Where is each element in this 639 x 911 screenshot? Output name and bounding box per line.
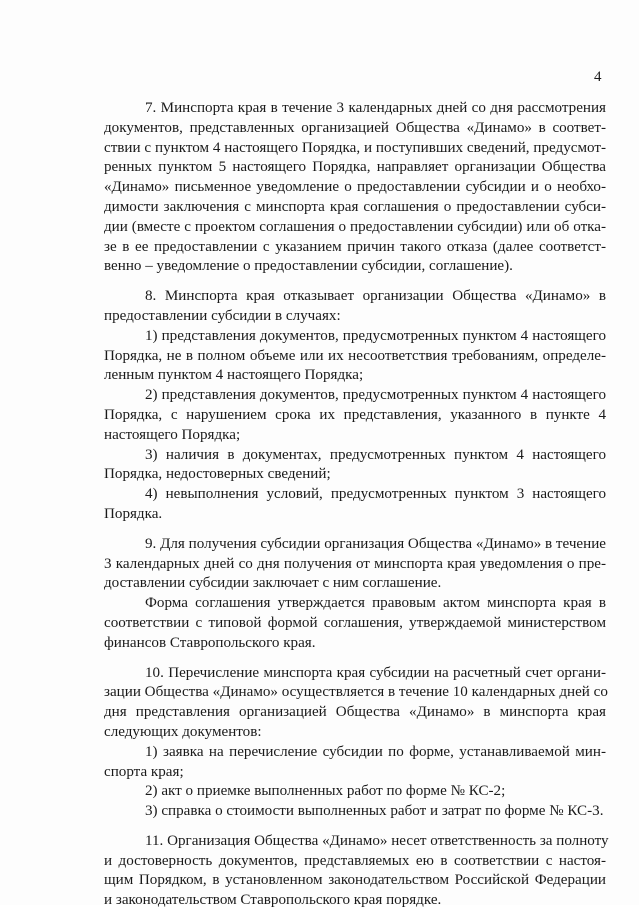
- paragraph-p7: [104, 99, 606, 277]
- text-line: щим Порядком, в установленном законодательством Российской Федерации: [104, 872, 606, 889]
- text-line: 1) заявка на перечисление субсидии по форме, устанавливаемой мин-: [145, 743, 606, 760]
- text-line: Форма соглашения утверждается правовым актом минспорта края в: [145, 595, 606, 612]
- page-number: 4: [594, 69, 602, 85]
- text-line: 11. Организация Общества «Динамо» несет ответственность за полноту: [145, 832, 609, 849]
- paragraph-p8: [104, 287, 606, 525]
- paragraph-p11: [104, 832, 609, 911]
- paragraph-gap: [104, 525, 606, 535]
- text-line: 2) представления документов, предусмотренных пунктом 4 настоящего: [145, 387, 606, 404]
- paragraph-gap: [104, 277, 606, 287]
- text-line: соответствии с типовой формой соглашения, утверждаемой министерством: [104, 614, 606, 631]
- text-line: документов, представленных организацией Общества «Динамо» в соответ-: [104, 119, 606, 136]
- text-line: зе в ее предоставлении с указанием причин такого отказа (далее соответст-: [104, 238, 606, 255]
- text-line: следующих документов:: [104, 723, 262, 740]
- text-line: 7. Минспорта края в течение 3 календарных дней со дня рассмотрения: [145, 100, 606, 116]
- text-line: 3) справка о стоимости выполненных работ и затрат по форме № КС-3.: [145, 803, 604, 820]
- text-line: ренных пунктом 5 настоящего Порядка, направляет организации Общества: [104, 159, 606, 176]
- text-line: 8. Минспорта края отказывает организации Общества «Динамо» в: [145, 288, 606, 305]
- text-line: спорта края;: [104, 763, 184, 780]
- text-line: доставлении субсидии заключает с ним соглашение.: [104, 575, 442, 592]
- text-line: ленным пунктом 4 настоящего Порядка;: [104, 367, 364, 384]
- text-line: 3) наличия в документах, предусмотренных пунктом 4 настоящего: [145, 446, 606, 463]
- text-line: ствии с пунктом 4 настоящего Порядка, и поступивших сведений, предусмот-: [104, 139, 606, 156]
- text-line: финансов Ставропольского края.: [104, 634, 316, 651]
- paragraph-gap: [104, 654, 606, 664]
- paragraph-p9: [104, 535, 606, 654]
- paragraph-p10: [104, 664, 606, 822]
- text-line: Порядка, недостоверных сведений;: [104, 466, 331, 483]
- text-line: и достоверность документов, представляемых ею в соответствии с настоя-: [104, 852, 606, 869]
- text-line: венно – уведомление о предоставлении субсидии, соглашение).: [104, 258, 513, 275]
- text-line: и законодательством Ставропольского края порядке.: [104, 892, 442, 909]
- text-line: 3 календарных дней со дня получения от минспорта края уведомления о пре-: [104, 555, 606, 572]
- text-line: Порядка, не в полном объеме или их несоответствия требованиям, определе-: [104, 347, 606, 364]
- text-line: 10. Перечисление минспорта края субсидии на расчетный счет органи-: [145, 664, 606, 681]
- text-line: «Динамо» письменное уведомление о предоставлении субсидии и о необхо-: [104, 179, 606, 196]
- text-line: 2) акт о приемке выполненных работ по форме № КС-2;: [145, 783, 506, 800]
- text-line: настоящего Порядка;: [104, 426, 241, 443]
- text-line: 1) представления документов, предусмотренных пунктом 4 настоящего: [145, 327, 606, 344]
- text-line: дня представления организацией Общества «Динамо» в минспорта края: [104, 704, 606, 721]
- text-line: димости заключения с минспорта края соглашения о предоставлении субси-: [104, 198, 606, 215]
- paragraph-gap: [104, 822, 606, 832]
- text-line: Порядка, с нарушением срока их представления, указанного в пункте 4: [104, 406, 606, 423]
- document-body: [104, 99, 609, 911]
- text-line: 9. Для получения субсидии организация Общества «Динамо» в течение: [145, 535, 606, 552]
- text-line: Порядка.: [104, 505, 163, 522]
- text-line: зации Общества «Динамо» осуществляется в течение 10 календарных дней со: [104, 684, 608, 701]
- text-line: дии (вместе с проектом соглашения о предоставлении субсидии) или об отка-: [104, 218, 606, 235]
- text-line: 4) невыполнения условий, предусмотренных пунктом 3 настоящего: [145, 486, 606, 503]
- text-line: предоставлении субсидии в случаях:: [104, 307, 341, 324]
